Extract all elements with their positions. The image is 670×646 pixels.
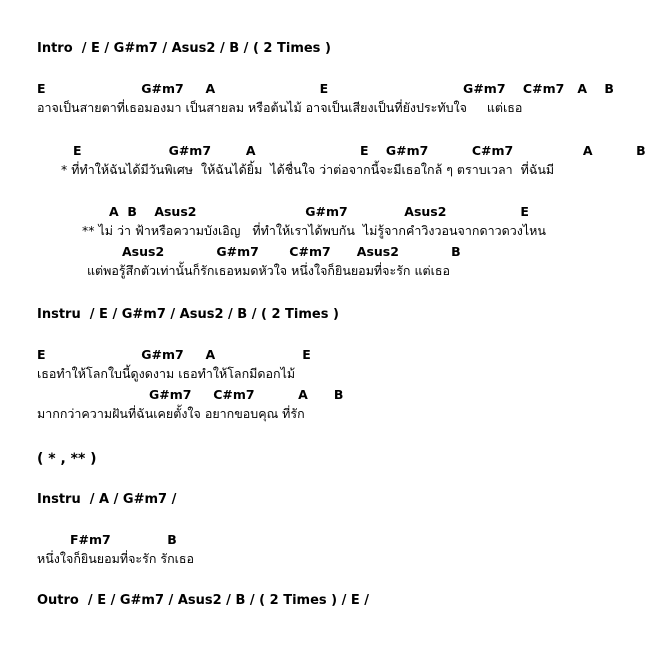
chorus2-chords: A B Asus2 G#m7 Asus2 E <box>109 204 529 219</box>
verse2-lyrics: เธอทำให้โลกใบนี้ดูงดงาม เธอทำให้โลกมีดอกไม้ <box>37 366 296 381</box>
chorus2-chords-2: Asus2 G#m7 C#m7 Asus2 B <box>122 244 461 259</box>
verse2-chords: E G#m7 A E <box>37 347 311 362</box>
repeat-marker: ( * , ** ) <box>37 451 97 467</box>
verse1-lyrics: อาจเป็นสายตาที่เธอมองมา เป็นสายลม หรือต้นไม้ อาจเป็นเสียงเป็นที่ยังประทับใจ แต่เธอ <box>37 100 523 115</box>
chorus1-lyrics: * ที่ทำให้ฉันได้มีวันพิเศษ ให้ฉันได้ยิ้ม ได้ชื่นใจ ว่าต่อจากนี้จะมีเธอใกล้ ๆ ตราบเวลา ที่ฉันมี <box>61 162 555 177</box>
chorus1-chords: E G#m7 A E G#m7 C#m7 A B <box>73 143 646 158</box>
bridge-lyrics: หนึ่งใจก็ยินยอมที่จะรัก รักเธอ <box>37 551 195 566</box>
instru2-line: Instru / A / G#m7 / <box>37 492 177 507</box>
verse2-lyrics-2: มากกว่าความฝันที่ฉันเคยตั้งใจ อยากขอบคุณ ที่รัก <box>37 406 305 421</box>
outro-line: Outro / E / G#m7 / Asus2 / B / ( 2 Times ) / E / <box>37 593 370 608</box>
intro-line: Intro / E / G#m7 / Asus2 / B / ( 2 Times ) <box>37 41 331 56</box>
chorus2-lyrics: ** ไม่ ว่า ฟ้าหรือความบังเอิญ ที่ทำให้เราได้พบกัน ไม่รู้จากคำวิงวอนจากดาวดวงไหน <box>82 223 546 238</box>
instru1-line: Instru / E / G#m7 / Asus2 / B / ( 2 Times ) <box>37 307 339 322</box>
verse1-chords: E G#m7 A E G#m7 C#m7 A B <box>37 81 614 96</box>
bridge-chords: F#m7 B <box>70 532 177 547</box>
chorus2-lyrics-2: แต่พอรู้สึกตัวเท่านั้นก็รักเธอหมดหัวใจ หนึ่งใจก็ยินยอมที่จะรัก แต่เธอ <box>87 263 451 278</box>
verse2-chords-2: G#m7 C#m7 A B <box>149 387 344 402</box>
